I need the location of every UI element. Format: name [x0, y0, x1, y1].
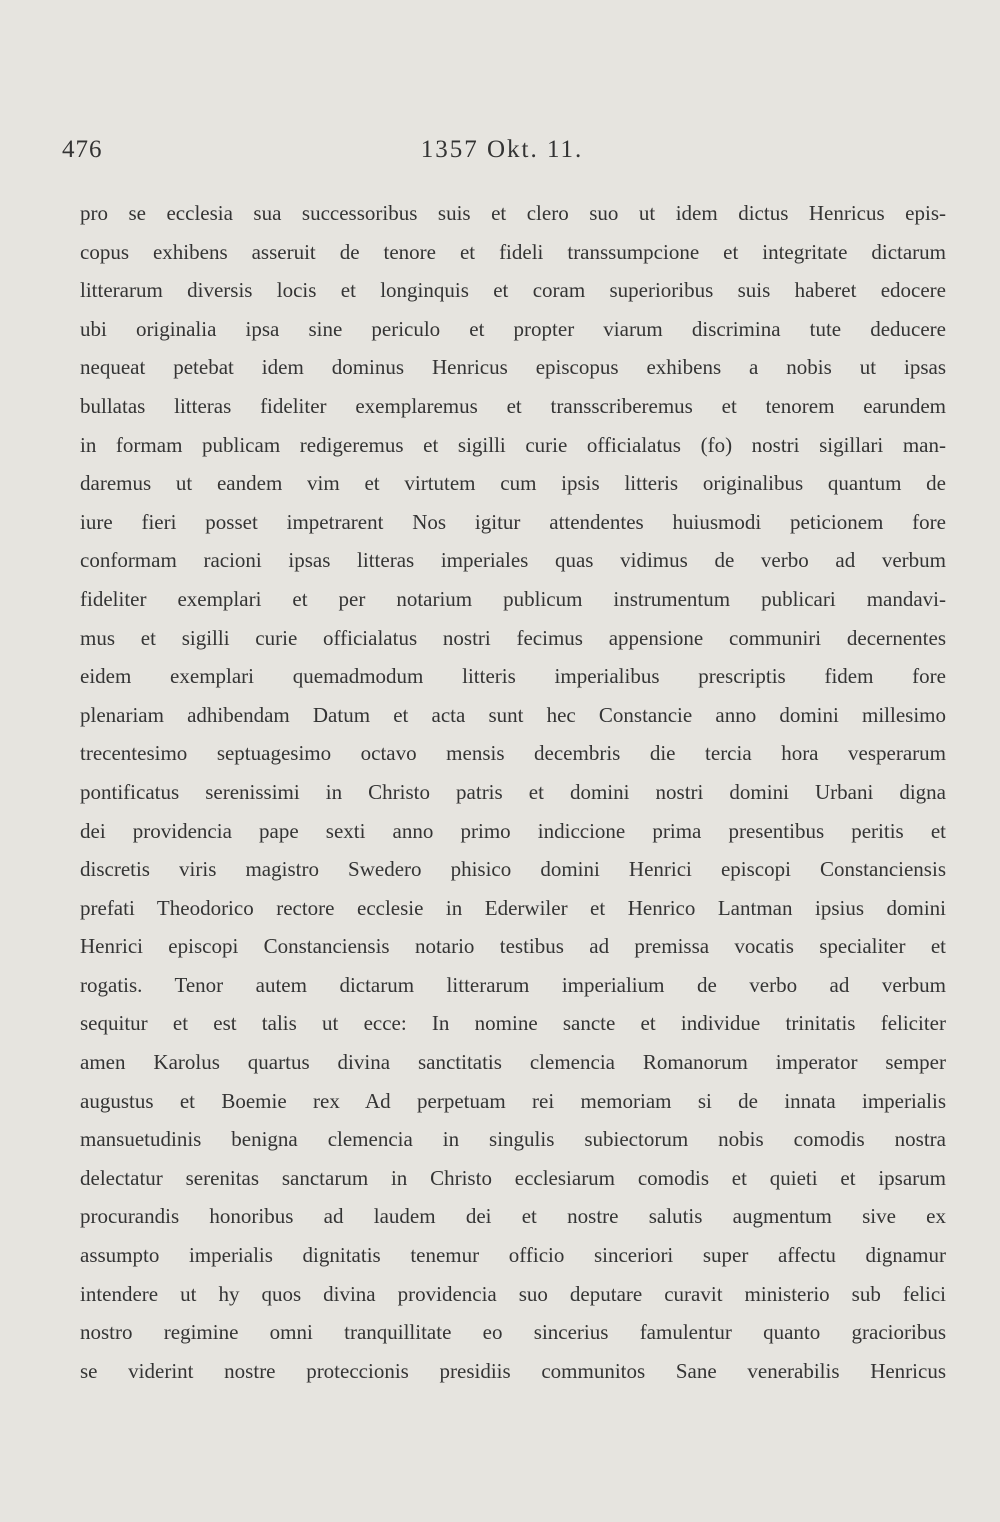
text-line: eidem exemplari quemadmodum litteris imperialibus prescriptis fidem fore	[80, 664, 946, 689]
text-line: augustus et Boemie rex Ad perpetuam rei memoriam si de innata imperialis	[80, 1088, 946, 1113]
body-text	[80, 194, 946, 1390]
text-line: assumpto imperialis dignitatis tenemur officio sinceriori super affectu dignamur	[80, 1243, 946, 1268]
text-line: daremus ut eandem vim et virtutem cum ipsis litteris originalibus quantum de	[80, 471, 946, 496]
text-line: fideliter exemplari et per notarium publicum instrumentum publicari mandavi-	[80, 586, 946, 611]
text-line: sequitur et est talis ut ecce: In nomine sancte et individue trinitatis feliciter	[80, 1011, 946, 1036]
text-line: copus exhibens asseruit de tenore et fideli transsumpcione et integritate dictarum	[80, 239, 946, 264]
text-line: mansuetudinis benigna clemencia in singulis subiectorum nobis comodis nostra	[80, 1127, 946, 1152]
text-line: dei providencia pape sexti anno primo indiccione prima presentibus peritis et	[80, 818, 946, 843]
text-line: conformam racioni ipsas litteras imperiales quas vidimus de verbo ad verbum	[80, 548, 946, 573]
text-line: procurandis honoribus ad laudem dei et nostre salutis augmentum sive ex	[80, 1204, 946, 1229]
text-line: discretis viris magistro Swedero phisico domini Henrici episcopi Constanciensis	[80, 857, 946, 882]
text-line: rogatis. Tenor autem dictarum litterarum imperialium de verbo ad verbum	[80, 972, 946, 997]
text-line: litterarum diversis locis et longinquis et coram superioribus suis haberet edocere	[80, 278, 946, 303]
text-line: amen Karolus quartus divina sanctitatis clemencia Romanorum imperator semper	[80, 1050, 946, 1075]
text-line: in formam publicam redigeremus et sigilli curie officialatus (fo) nostri sigillari man-	[80, 432, 946, 457]
text-line: bullatas litteras fideliter exemplaremus et transscriberemus et tenorem earundem	[80, 393, 946, 418]
text-line: trecentesimo septuagesimo octavo mensis decembris die tercia hora vesperarum	[80, 741, 946, 766]
text-line: intendere ut hy quos divina providencia suo deputare curavit ministerio sub felici	[80, 1281, 946, 1306]
text-line: Henrici episcopi Constanciensis notario testibus ad premissa vocatis specialiter et	[80, 934, 946, 959]
text-line: plenariam adhibendam Datum et acta sunt hec Constancie anno domini millesimo	[80, 702, 946, 727]
page-number: 476	[62, 136, 103, 163]
text-line: nequeat petebat idem dominus Henricus episcopus exhibens a nobis ut ipsas	[80, 355, 946, 380]
text-line: pontificatus serenissimi in Christo patris et domini nostri domini Urbani digna	[80, 779, 946, 804]
text-line: pro se ecclesia sua successoribus suis et clero suo ut idem dictus Henricus epis-	[80, 201, 946, 225]
text-line: mus et sigilli curie officialatus nostri fecimus appensione communiri decernentes	[80, 625, 946, 650]
page-header	[62, 136, 942, 176]
text-line: se viderint nostre proteccionis presidiis communitos Sane venerabilis Henricus	[80, 1358, 946, 1383]
text-line: delectatur serenitas sanctarum in Christo ecclesiarum comodis et quieti et ipsarum	[80, 1165, 946, 1190]
running-head-date: 1357 Okt. 11.	[420, 136, 584, 163]
text-line: prefati Theodorico rectore ecclesie in Ederwiler et Henrico Lantman ipsius domini	[80, 895, 946, 920]
text-line: ubi originalia ipsa sine periculo et propter viarum discrimina tute deducere	[80, 316, 946, 341]
text-line: iure fieri posset impetrarent Nos igitur attendentes huiusmodi peticionem fore	[80, 509, 946, 534]
text-line: nostro regimine omni tranquillitate eo sincerius famulentur quanto gracioribus	[80, 1320, 946, 1345]
